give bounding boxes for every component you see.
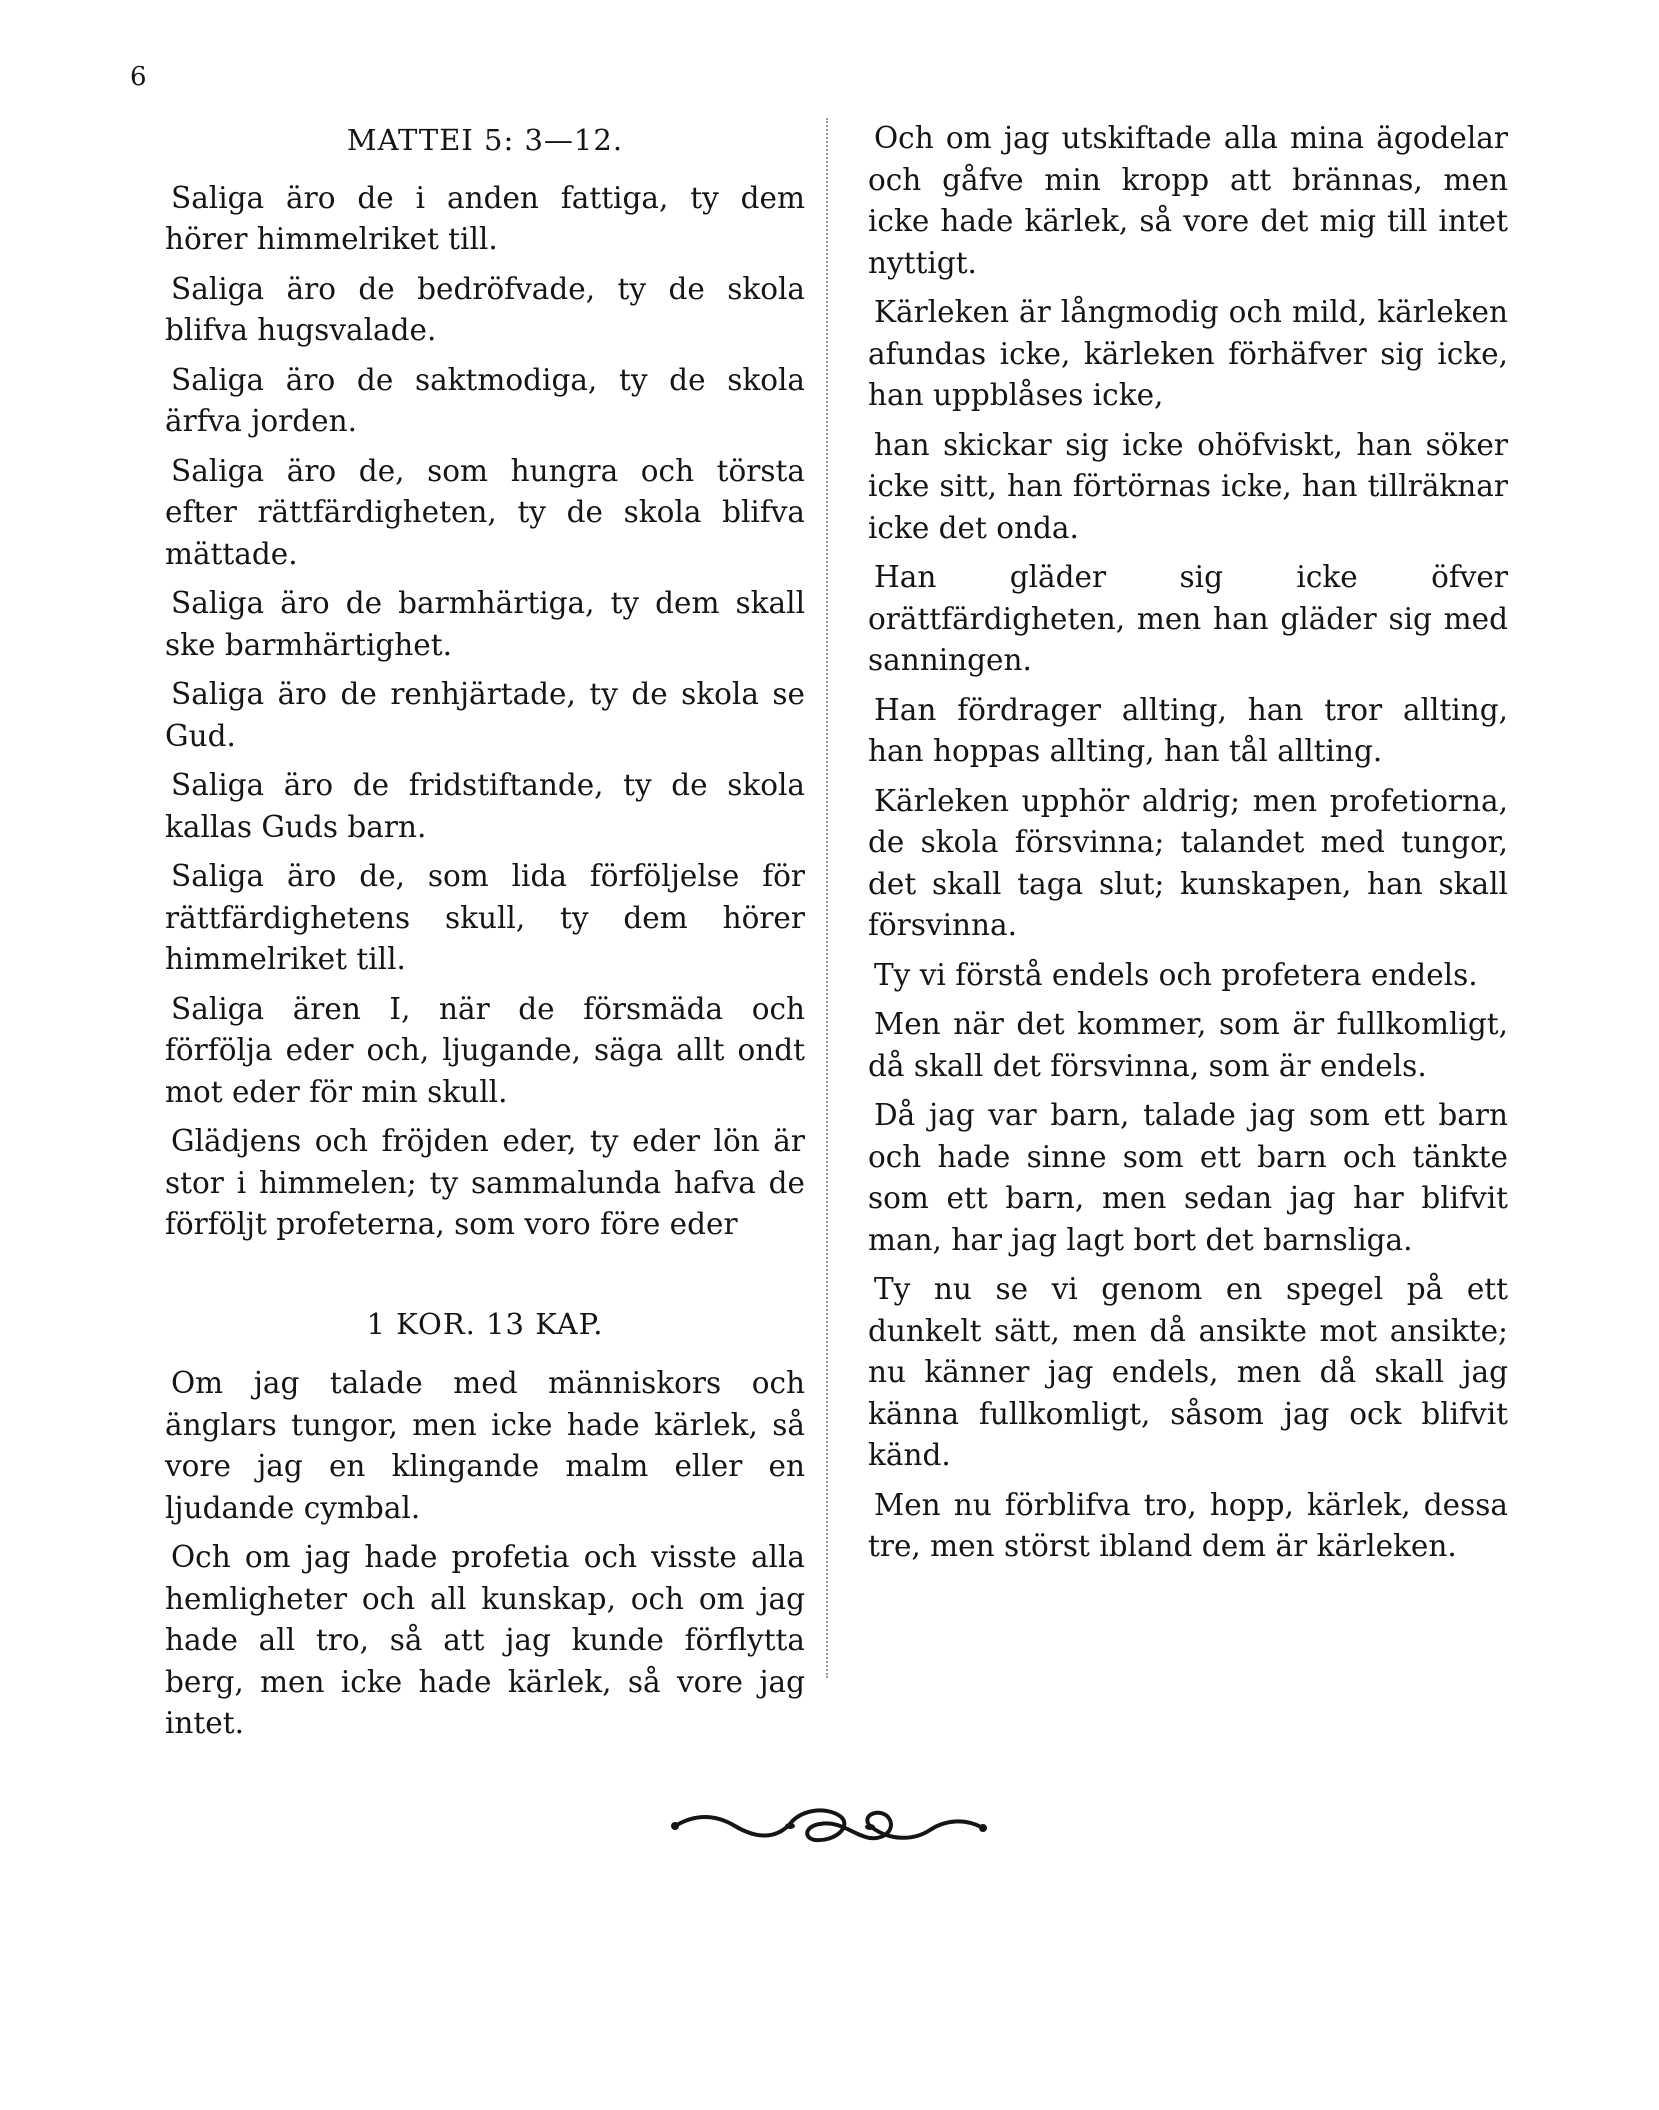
- verse-paragraph: han skickar sig icke ohöfviskt, han söker icke sitt, han förtörnas icke, han tillräknar icke det onda.: [868, 427, 1508, 545]
- verse-paragraph: Saliga ären I, när de försmäda och förfölja eder och, ljugande, säga allt ondt mot eder för min skull.: [165, 991, 805, 1109]
- verse-paragraph: Och om jag hade profetia och visste alla hemligheter och all kunskap, och om jag hade all tro, så att jag kunde förflytta berg, men icke hade kärlek, så vore jag intet.: [165, 1540, 805, 1740]
- heading-mattei: MATTEI 5: 3—12.: [346, 123, 624, 157]
- verse-paragraph: Saliga äro de, som hungra och törsta efter rättfärdigheten, ty de skola blifva mättade.: [165, 453, 805, 571]
- column-divider: [826, 118, 828, 1678]
- left-column: [165, 120, 805, 1753]
- verse-paragraph: Han fördrager allting, han tror allting, han hoppas allting, han tål allting.: [868, 692, 1508, 768]
- verse-paragraph: Saliga äro de renhjärtade, ty de skola se Gud.: [165, 677, 805, 753]
- verse-paragraph: Kärleken är långmodig och mild, kärleken afundas icke, kärleken förhäfver sig icke, han uppblåses icke,: [868, 295, 1508, 412]
- verse-paragraph: Om jag talade med människors och änglars tungor, men icke hade kärlek, så vore jag en klingande malm eller en ljudande cymbal.: [165, 1366, 805, 1525]
- scroll-flourish-icon: [665, 1796, 995, 1856]
- verse-paragraph: Han gläder sig icke öfver orättfärdigheten, men han gläder sig med sanningen.: [868, 560, 1508, 677]
- verse-paragraph: Saliga äro de bedröfvade, ty de skola blifva hugsvalade.: [165, 271, 805, 347]
- verse-paragraph: Saliga äro de, som lida förföljelse för rättfärdighetens skull, ty dem hörer himmelriket till.: [165, 859, 805, 976]
- verse-paragraph: Och om jag utskiftade alla mina ägodelar och gåfve min kropp att brännas, men icke hade kärlek, så vore det mig till intet nyttigt.: [868, 121, 1508, 280]
- heading-1-kor-13: 1 KOR. 13 KAP.: [366, 1306, 604, 1341]
- verse-paragraph: Då jag var barn, talade jag som ett barn och hade sinne som ett barn och tänkte som ett barn, men sedan jag har blifvit man, har jag lagt bort det barnsliga.: [868, 1098, 1508, 1257]
- verse-paragraph: Men nu förblifva tro, hopp, kärlek, dessa tre, men störst ibland dem är kärleken.: [868, 1487, 1508, 1563]
- verse-paragraph: Saliga äro de fridstiftande, ty de skola kallas Guds barn.: [165, 768, 805, 844]
- verse-paragraph: Glädjens och fröjden eder, ty eder lön är stor i himmelen; ty sammalunda hafva de förföljt profeterna, som voro före eder: [165, 1124, 805, 1241]
- verse-paragraph: Saliga äro de barmhärtiga, ty dem skall ske barmhärtighet.: [165, 586, 805, 662]
- page-number: 6: [130, 62, 147, 92]
- verse-paragraph: Men när det kommer, som är fullkomligt, då skall det försvinna, som är endels.: [868, 1007, 1508, 1083]
- verse-paragraph: Ty nu se vi genom en spegel på ett dunkelt sätt, men då ansikte mot ansikte; nu känner jag endels, men då skall jag känna fullkomligt, såsom jag ock blifvit känd.: [868, 1272, 1508, 1472]
- verse-paragraph: Saliga äro de i anden fattiga, ty dem hörer himmelriket till.: [165, 180, 805, 256]
- verse-paragraph: Ty vi förstå endels och profetera endels.: [874, 957, 1478, 992]
- verse-paragraph: Kärleken upphör aldrig; men profetiorna, de skola försvinna; talandet med tungor, det skall taga slut; kunskapen, han skall försvinna.: [868, 783, 1508, 942]
- verse-paragraph: Saliga äro de saktmodiga, ty de skola ärfva jorden.: [165, 362, 805, 438]
- right-column: [868, 118, 1508, 1576]
